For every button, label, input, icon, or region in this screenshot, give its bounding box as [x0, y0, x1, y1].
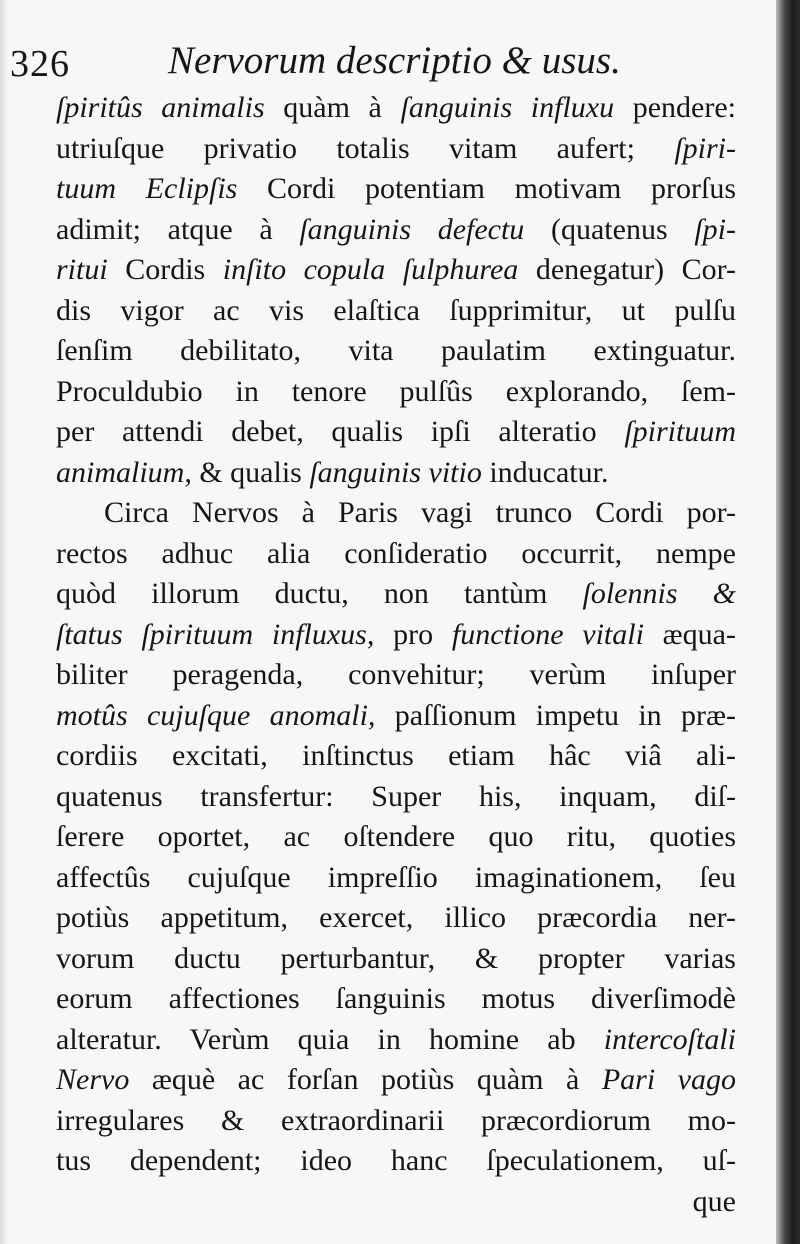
text-segment: utriuſque privatio totalis vitam aufert; — [56, 131, 675, 165]
text-segment: æquè ac forſan potiùs quàm à — [129, 1063, 602, 1096]
text-line — [56, 250, 736, 291]
text-line — [56, 210, 736, 251]
page-left-edge — [0, 0, 8, 1244]
text-line — [56, 615, 736, 656]
text-segment: quatenus transfertur: Super his, inquam, diſ- — [56, 779, 736, 813]
text-line — [56, 372, 736, 413]
text-segment: vorum ductu perturbantur, & propter varias — [56, 941, 736, 975]
text-line — [56, 88, 736, 129]
text-segment: pro — [374, 617, 452, 651]
text-segment: inducatur. — [481, 455, 609, 489]
italic-segment: tuum Eclipſis — [56, 172, 238, 205]
text-segment: Cordi potentiam motivam prorſus — [237, 172, 737, 205]
text-segment: Cordis — [107, 253, 223, 286]
text-segment: biliter peragenda, convehitur; verùm inſuper — [56, 658, 736, 691]
italic-segment: ſolennis & — [582, 577, 736, 610]
text-line — [56, 898, 736, 939]
text-segment: affectûs cujuſque impreſſio imaginationem, ſeu — [56, 860, 736, 894]
text-segment: (quatenus — [524, 212, 695, 246]
text-line — [56, 736, 736, 777]
text-line — [56, 655, 736, 696]
text-line — [56, 1020, 736, 1061]
text-segment: potiùs appetitum, exercet, illico præcordia ner- — [56, 901, 736, 934]
italic-segment: intercoſtali — [603, 1022, 736, 1056]
page-number: 326 — [10, 43, 70, 85]
text-line — [56, 696, 736, 737]
text-line — [56, 453, 736, 494]
body-text — [56, 88, 736, 1222]
italic-segment: ſpiri- — [674, 131, 736, 165]
text-line — [56, 1141, 736, 1182]
text-segment: rectos adhuc alia conſideratio occurrit, nempe — [56, 536, 736, 570]
catchword — [56, 1182, 736, 1223]
text-segment: Proculdubio in tenore pulſûs explorando, ſem- — [56, 374, 736, 408]
text-line — [56, 939, 736, 980]
text-line — [56, 534, 736, 575]
text-segment: paſſionum impetu in præ- — [375, 698, 736, 732]
text-segment: & qualis — [191, 455, 310, 489]
text-segment: per attendi debet, qualis ipſi alteratio — [56, 415, 625, 448]
text-line — [56, 129, 736, 170]
text-line — [56, 817, 736, 858]
text-segment: pendere: — [614, 91, 736, 124]
text-line — [56, 493, 736, 534]
text-segment: cordiis excitati, inſtinctus etiam hâc viâ ali- — [56, 739, 736, 772]
text-segment: que — [692, 1184, 736, 1218]
italic-segment: ſpiritûs animalis — [56, 91, 265, 124]
italic-segment: inſito copula ſulphurea — [222, 253, 519, 286]
text-segment: eorum affectiones ſanguinis motus diverſimodè — [56, 982, 736, 1015]
italic-segment: ſpirituum — [624, 415, 736, 448]
italic-segment: ſanguinis vitio — [309, 455, 482, 489]
text-line — [56, 777, 736, 818]
italic-segment: Nervo — [56, 1063, 130, 1096]
text-segment: dis vigor ac vis elaſtica ſupprimitur, ut pulſu — [56, 293, 736, 327]
italic-segment: ſtatus ſpirituum influxus, — [56, 617, 375, 651]
italic-segment: ſanguinis defectu — [299, 212, 525, 246]
text-line — [56, 1101, 736, 1142]
italic-segment: ritui — [56, 253, 108, 286]
text-segment: ſenſim debilitato, vita paulatim extinguatur. — [56, 334, 736, 367]
text-segment: Circa Nervos à Paris vagi trunco Cordi por- — [104, 496, 736, 529]
page-binding-shadow — [776, 0, 800, 1244]
text-line — [56, 169, 736, 210]
text-line — [56, 979, 736, 1020]
text-segment: æqua- — [643, 617, 736, 651]
text-segment: quòd illorum ductu, non tantùm — [56, 577, 583, 610]
text-segment: irregulares & extraordinarii præcordiorum mo- — [56, 1103, 736, 1137]
text-segment: alteratur. Verùm quia in homine ab — [56, 1022, 604, 1056]
text-segment: quàm à — [264, 91, 401, 124]
italic-segment: Pari vago — [601, 1063, 736, 1096]
italic-segment: functione vitali — [451, 617, 644, 651]
italic-segment: animalium, — [56, 455, 192, 489]
text-line — [56, 858, 736, 899]
text-line — [56, 412, 736, 453]
italic-segment: motûs cujuſque anomali, — [56, 698, 376, 732]
running-title: Nervorum descriptio & usus. — [168, 39, 621, 82]
italic-segment: ſpi- — [694, 212, 736, 246]
text-segment: tus dependent; ideo hanc ſpeculationem, uſ- — [56, 1144, 736, 1177]
text-segment: adimit; atque à — [56, 212, 300, 246]
text-line — [56, 291, 736, 332]
italic-segment: ſanguinis influxu — [400, 91, 615, 124]
text-line — [56, 1060, 736, 1101]
text-segment: ſerere oportet, ac oſtendere quo ritu, quoties — [56, 820, 736, 853]
text-segment: denegatur) Cor- — [518, 253, 736, 286]
text-line — [56, 331, 736, 372]
text-line — [56, 574, 736, 615]
